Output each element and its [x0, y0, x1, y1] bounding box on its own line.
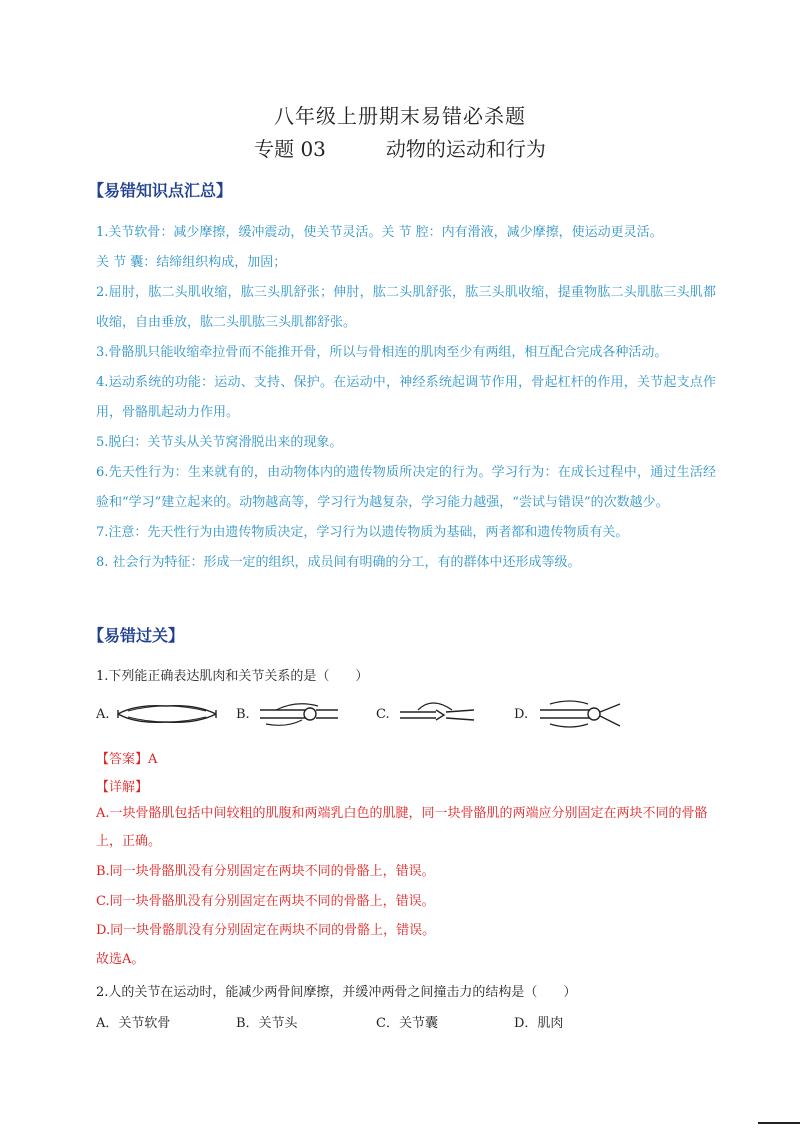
topic-name: 动物的运动和行为: [385, 137, 546, 161]
answer-label: 【答案】: [96, 752, 149, 767]
q2-option-c: C．关节囊: [376, 1016, 438, 1031]
knowledge-item: 关 节 囊：结缔组织构成，加固；: [96, 255, 287, 270]
knowledge-item: 5.脱臼：关节头从关节窝滑脱出来的现象。: [96, 435, 343, 450]
q2-option-d: D．肌肉: [514, 1016, 564, 1031]
q2-option-b: B．关节头: [236, 1016, 298, 1031]
topic-title: [0, 133, 800, 162]
knowledge-list: [96, 218, 716, 578]
knowledge-item: 2.屈肘，肱二头肌收缩，肱三头肌舒张；伸肘，肱二头肌舒张，肱三头肌收缩，提重物肱二头肌肱三头肌都收缩，自由垂放，肱二头肌肱三头肌都舒张。: [96, 285, 716, 330]
topic-number: 专题 03: [254, 137, 326, 161]
q1-option-b-diagram: [256, 698, 342, 730]
knowledge-item: 1.关节软骨：减少摩擦，缓冲震动，使关节灵活。关 节 腔：内有滑液，减少摩擦，使运动更灵活。: [96, 225, 663, 240]
q1-option-a-label: A.: [96, 707, 110, 722]
q1-option-d-label: D.: [514, 707, 529, 722]
q1-option-c-diagram: [396, 696, 478, 730]
q1-option-b-label: B.: [236, 707, 250, 722]
q1-option-c-label: C.: [376, 707, 390, 722]
knowledge-item: 4.运动系统的功能：运动、支持、保护。在运动中，神经系统起调节作用，骨起杠杆的作用，关节起支点作用，骨骼肌起动力作用。: [96, 375, 716, 420]
q2-option-a: A．关节软骨: [96, 1016, 171, 1031]
question-2-stem: 2.人的关节在运动时，能减少两骨间摩擦，并缓冲两骨之间撞击力的结构是（ ）: [96, 985, 577, 1000]
knowledge-item: 7.注意：先天性行为由遗传物质决定，学习行为以遗传物质为基础，两者都和遗传物质有关。: [96, 525, 629, 540]
q1-answer: [96, 748, 716, 767]
q1-detail-a: A.一块骨骼肌包括中间较粗的肌腹和两端乳白色的肌腱，同一块骨骼肌的两端应分别固定在两块不同的骨骼上，正确。: [96, 806, 708, 849]
answer-value: A: [148, 752, 158, 767]
page-corner-rule: [758, 1122, 800, 1124]
knowledge-section-header: 【易错知识点汇总】: [88, 181, 233, 200]
q1-detail-b: B.同一块骨骼肌没有分别固定在两块不同的骨骼上，错误。: [96, 864, 435, 879]
question-1-stem: 1.下列能正确表达肌肉和关节关系的是（ ）: [96, 669, 369, 684]
knowledge-item: 8. 社会行为特征：形成一定的组织，成员间有明确的分工，有的群体中还形成等级。: [96, 555, 581, 570]
knowledge-item: 6.先天性行为：生来就有的，由动物体内的遗传物质所决定的行为。学习行为：在成长过程中，通过生活经验和“学习”建立起来的。动物越高等，学习行为越复杂，学习能力越强，“尝试与错误”的次数越少。: [96, 465, 716, 510]
knowledge-item: 3.骨骼肌只能收缩牵拉骨而不能推开骨，所以与骨相连的肌肉至少有两组，相互配合完成各种活动。: [96, 345, 668, 360]
q1-option-a-diagram: [116, 696, 220, 732]
q1-detail-d: D.同一块骨骼肌没有分别固定在两块不同的骨骼上，错误。: [96, 923, 436, 938]
practice-section-header: 【易错过关】: [88, 626, 185, 645]
detail-label: 【详解】: [96, 780, 149, 795]
document-title: 八年级上册期末易错必杀题: [274, 104, 526, 128]
q1-conclusion: 故选A。: [96, 952, 145, 967]
q1-option-d-diagram: [536, 694, 628, 734]
q1-detail-c: C.同一块骨骼肌没有分别固定在两块不同的骨骼上，错误。: [96, 894, 435, 909]
